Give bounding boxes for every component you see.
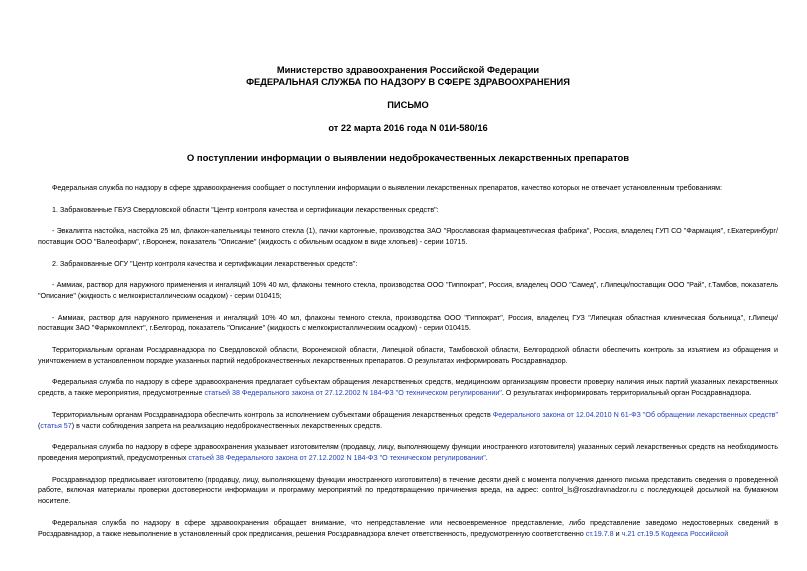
paragraph-item-1-detail: - Эвкалипта настойка, настойка 25 мл, флакон-капельницы темного стекла (1), пачки картонные, производства ЗАО "Ярославская фармацевтическая фабрика", Россия, владелец ГУП СО "Фармация", г.Екатеринбург/поставщик ООО "Валеофарм", г.Воронеж, показатель "Описание" (жидкость с обильным осадком в виде хлопьев) - серии 10715. bbox=[38, 227, 778, 246]
link-law-184fz-art38[interactable]: статьей 38 Федерального закона от 27.12.2002 N 184-ФЗ "О техническом регулировании" bbox=[204, 389, 502, 398]
link-article-19-5[interactable]: ч.21 ст.19.5 bbox=[621, 529, 660, 538]
paragraph-item-2: 2. Забракованные ОГУ "Центр контроля качества и сертификации лекарственных средств": bbox=[52, 259, 358, 268]
document-subject: О поступлении информации о выявлении недоброкачественных лекарственных препаратов bbox=[186, 153, 630, 164]
link-law-184fz-art38-2[interactable]: статьей 38 Федерального закона от 27.12.2002 N 184-ФЗ "О техническом регулировании" bbox=[188, 453, 486, 462]
paragraph-item-2-detail-2: - Аммиак, раствор для наружного применения и ингаляций 10% 40 мл, флаконы темного стекла, производства ООО "Гиппократ", Россия, владелец ГУЗ "Липецкая областная клиническая больница", г.Липецк/поставщик ЗАО "Фармкомплект", г.Белгород, показатель "Описание" (жидкость с мелкокристаллическим осадком) - серии 010415. bbox=[38, 313, 778, 333]
paragraph-intro: Федеральная служба по надзору в сфере здравоохранения сообщает о поступлении информации о выявлении лекарственных препаратов, качество которых не отвечает установленным требованиям: bbox=[52, 184, 723, 192]
document-type: ПИСЬМО bbox=[387, 100, 429, 110]
document-date-number: от 22 марта 2016 года N 01И-580/16 bbox=[328, 123, 488, 133]
link-administrative-code[interactable]: Кодекса Российской bbox=[661, 529, 729, 538]
link-article-19-7-8[interactable]: ст.19.7.8 bbox=[585, 529, 614, 538]
paragraph-report-request: Росздравнадзор предписывает изготовителю (продавцу, лицу, выполняющему функции иностранного изготовителя) в течение десяти дней с момента получения данного письма представить сведения о проведенной работе, включая материалы проверки достоверности информации и программу мероприятий по предотвращению причинения вреда, на адрес: control_ls@roszdravnadzor.ru с последующей досылкой на бумажном носителе. bbox=[38, 475, 778, 506]
paragraph-item-1: 1. Забракованные ГБУЗ Свердловской области "Центр контроля качества и сертификации лекарственных средств": bbox=[52, 205, 439, 214]
ministry-name: Министерство здравоохранения Российской Федерации bbox=[276, 65, 540, 75]
link-article-57[interactable]: статья 57 bbox=[40, 421, 72, 430]
link-law-61fz[interactable]: Федерального закона от 12.04.2010 N 61-ФЗ "Об обращении лекарственных средств" bbox=[492, 410, 779, 419]
paragraph-territorial-control: Территориальным органам Росздравнадзора по Свердловской области, Воронежской области, Липецкой области, Тамбовской области, Белгородской области обеспечить контроль за изъятием из обращения и уничтожением в установленном порядке указанных партий недоброкачественных лекарственных препаратов. О результатах информировать Росздравнадзор. bbox=[38, 345, 778, 365]
paragraph-manufacturer-measures: Федеральная служба по надзору в сфере здравоохранения указывает изготовителям (продавцу, лицу, выполняющему функции иностранного изготовителя) указанных серий лекарственных средств на необходимость проведения мероприятий, предусмотренных статьей 38 Федерального закона от 27.12.2002 N 184-ФЗ "О техническом регулировании". bbox=[38, 443, 778, 462]
paragraph-compliance-control: Территориальным органам Росздравнадзора обеспечить контроль за исполнением субъектами обращения лекарственных средств Федерального закона от 12.04.2010 N 61-ФЗ "Об обращении лекарственных средств" (статья 57) в части соблюдения запрета на реализацию недоброкачественных лекарственных средств. bbox=[38, 410, 779, 430]
paragraph-liability: Федеральная служба по надзору в сфере здравоохранения обращает внимание, что непредставление или несвоевременное представление, либо представление заведомо недостоверных сведений в Росздравнадзор, а также невыполнение в установленный срок предписания, решения Росздравнадзора влечет ответственность, предусмотренную соответственно ст.19.7.8 и ч.21 ст.19.5 Кодекса Российской bbox=[38, 518, 778, 538]
paragraph-check-other-batches: Федеральная служба по надзору в сфере здравоохранения предлагает субъектам обращения лекарственных средств, медицинским организациям провести проверку наличия иных партий указанных лекарственных средств, а также мероприятия, предусмотренные статьей 38 Федерального закона от 27.12.2002 N 184-ФЗ "О техническом регулировании". О результатах информировать территориальный орган Росздравнадзора. bbox=[38, 378, 778, 398]
paragraph-item-2-detail-1: - Аммиак, раствор для наружного применения и ингаляций 10% 40 мл, флаконы темного стекла, производства ООО "Гиппократ", Россия, владелец ООО "Самед", г.Липецк/поставщик ООО "Рай", г.Тамбов, показатель "Описание" (жидкость с мелкокристаллическим осадком) - серии 010415; bbox=[38, 281, 778, 300]
service-name: ФЕДЕРАЛЬНАЯ СЛУЖБА ПО НАДЗОРУ В СФЕРЕ ЗДРАВООХРАНЕНИЯ bbox=[246, 77, 570, 87]
document-body bbox=[38, 183, 778, 539]
